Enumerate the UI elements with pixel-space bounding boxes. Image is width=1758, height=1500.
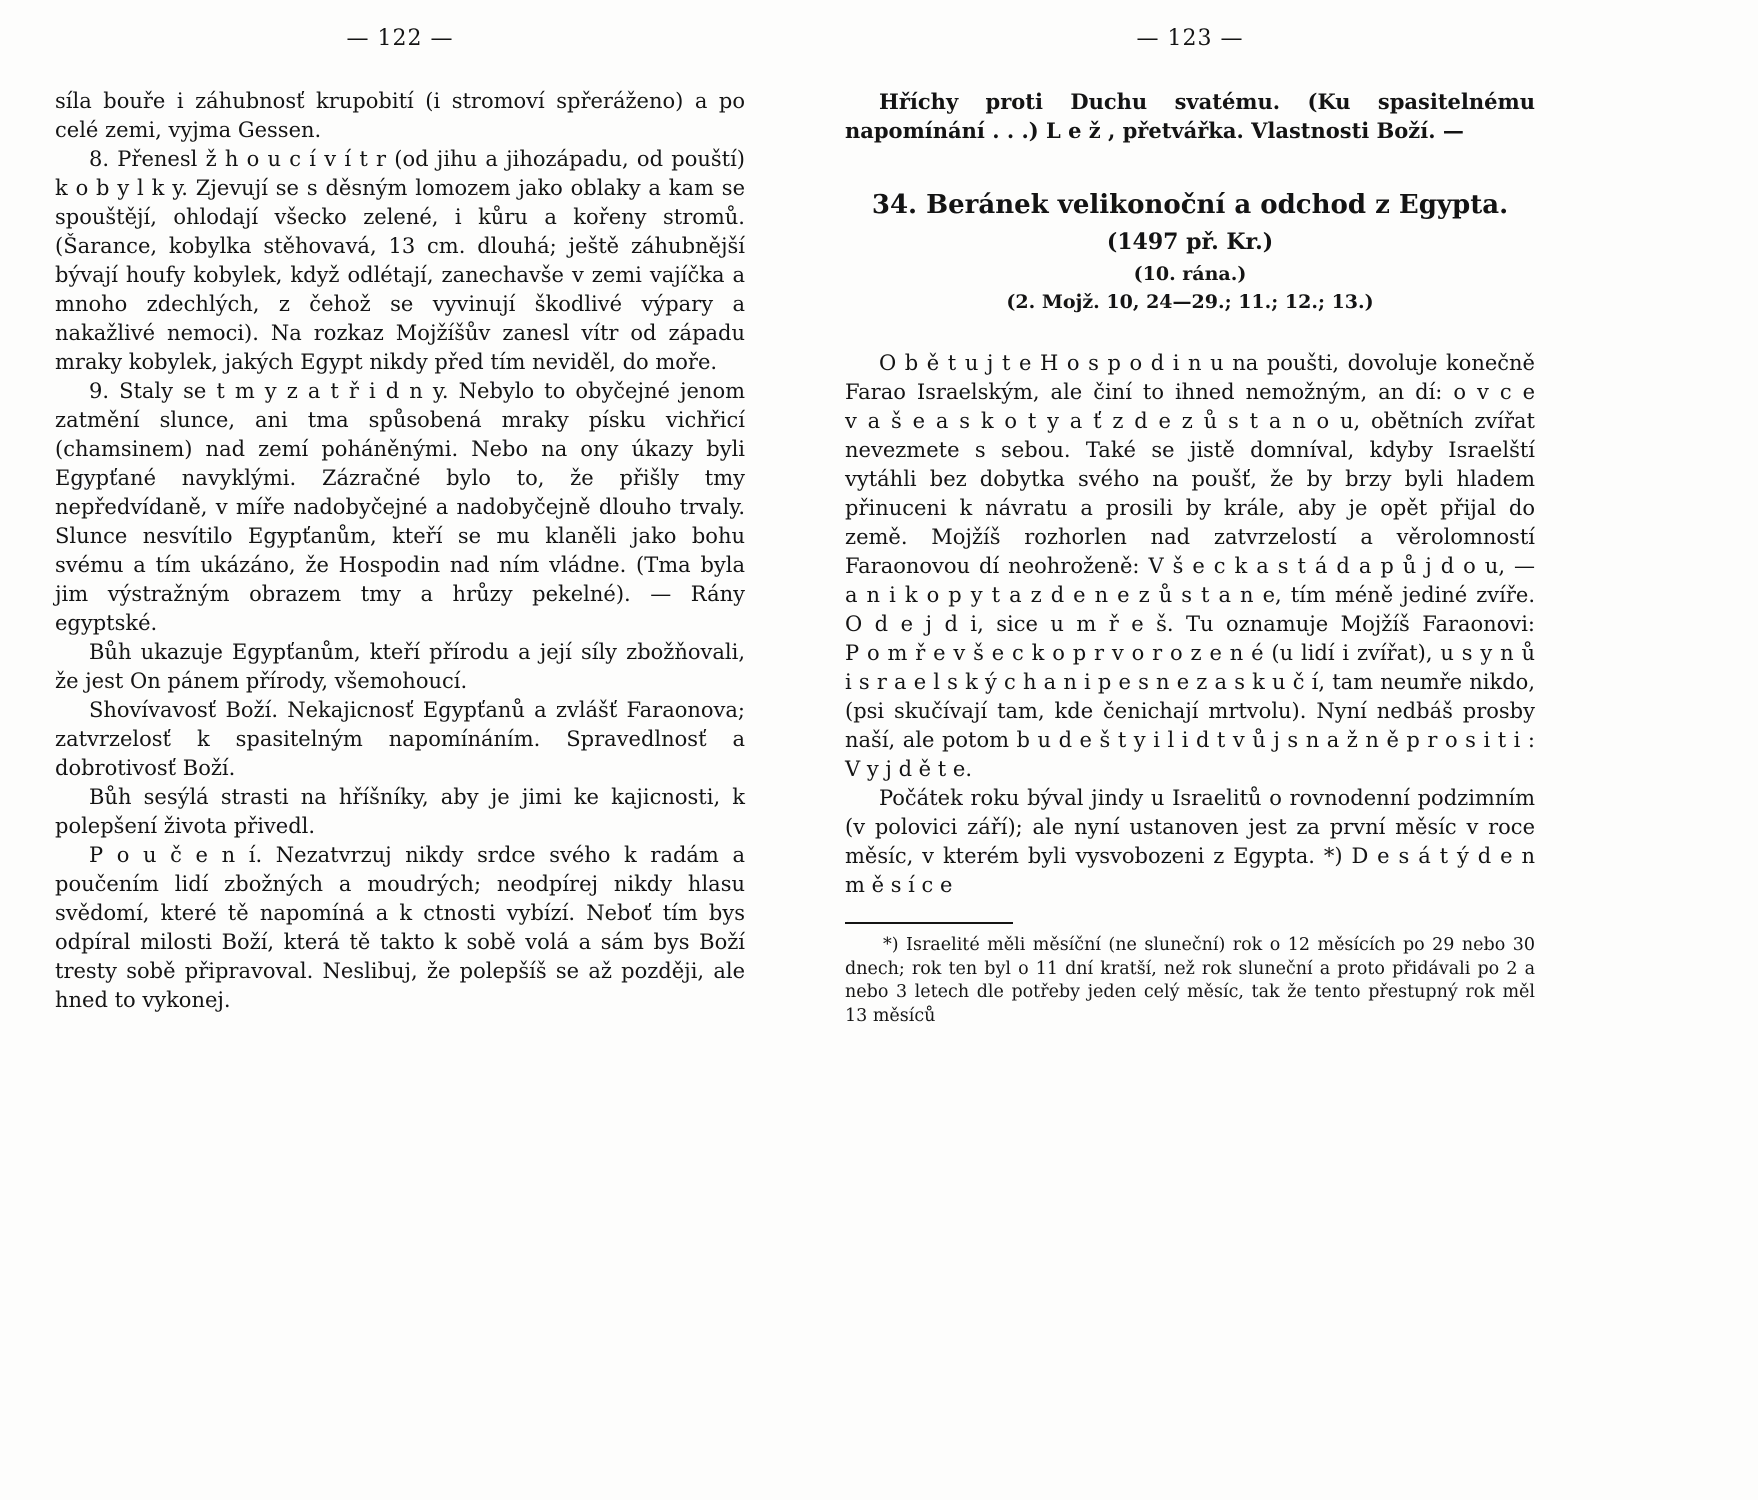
paragraph: O b ě t u j t e H o s p o d i n u na poušti, dovoluje konečně Farao Israelským, ale činí to ihned nemožným, an dí: o v c e v a š e a s k o t y a ť z d e z ů s t a n o u, obětních zvířat nevezmete s sebou. Také se jistě domníval, kdyby Israelští vytáhli bez dobytka svého na poušť, že by brzy byli hladem přinuceni k návratu a prosili by krále, aby je opět přijal do země. Mojžíš rozhorlen nad zatvrzelostí a věrolomností Faraonovou dí neohroženě: V š e c k a s t á d a p ů j d o u, — a n i k o p y t a z d e n e z ů s t a n e, tím méně jediné zvíře. O d e j d i, sice u m ř e š. Tu oznamuje Mojžíš Faraonovi: P o m ř e v š e c k o p r v o r o z e n é (u lidí i zvířat), u s y n ů i s r a e l s k ý c h a n i p e s n e z a s k u č í, tam neumře nikdo, (psi skučívají tam, kde čenichají mrtvolu). Nyní nedbáš prosby naší, ale potom b u d e š t y i l i d t v ů j s n a ž n ě p r o s i t i : V y j d ě t e. — [845, 351, 1535, 781]
footnote-divider — [845, 922, 1013, 924]
paragraph: Bůh ukazuje Egypťanům, kteří přírodu a její síly zbožňovali, že jest On pánem přírody, všemohoucí. — [55, 640, 745, 693]
page-left — [55, 26, 745, 1500]
paragraph: 9. Staly se t m y z a t ř i d n y. Nebylo to obyčejné jenom zatmění slunce, ani tma spůsobená mraky písku vichřicí (chamsinem) nad zemí poháněnými. Nebo na ony úkazy byli Egypťané navyklými. Zázračné bylo to, že přišly tmy nepředvídaně, v míře nadobyčejné a nadobyčejně dlouho trvaly. Slunce nesvítilo Egypťanům, kteří se mu klaněli jako bohu svému a tím ukázáno, že Hospodin nad ním vládne. (Tma byla jim výstražným obrazem tmy a hrůzy pekelné). — Rány egyptské. — [55, 379, 745, 635]
paragraph: Shovívavosť Boží. Nekajicnosť Egypťanů a zvlášť Faraonova; zatvrzelosť k spasitelným napomínáním. Spravedlnosť a dobrotivosť Boží. — [55, 698, 745, 780]
paragraph: Počátek roku býval jindy u Israelitů o rovnodenní podzimním (v polovici září); ale nyní ustanoven jest za první měsíc v roce měsíc, v kterém byli vysvobozeni z Egypta. *) D e s á t ý d e n m ě s í c e — [845, 786, 1535, 897]
page-number-left: — 122 — — [346, 26, 454, 51]
page-right — [845, 26, 1535, 1500]
section-title: 34. Beránek velikonoční a odchod z Egypta. — [871, 190, 1509, 220]
summary-paragraph: Hříchy proti Duchu svatému. (Ku spasitelnému napomínání . . .) L e ž , přetvářka. Vlastnosti Boží. — — [845, 89, 1535, 143]
paragraph: 8. Přenesl ž h o u c í v í t r (od jihu a jihozápadu, od pouští) k o b y l k y. Zjevují se s děsným lomozem jako oblaky a kam se spouštějí, ohlodají všecko zelené, i kůru a kořeny stromů. (Šarance, kobylka stěhovavá, 13 cm. dlouhá; ještě záhubnější bývají houfy kobylek, když odlétají, zanechavše v zemi vajíčka a mnoho zdechlých, z čehož se vyvinují škodlivé výpary a nakažlivé nemoci). Na rozkaz Mojžíšův zanesl vítr od západu mraky kobylek, jakých Egypt nikdy před tím neviděl, do moře. — [55, 147, 745, 374]
footnote: *) Israelité měli měsíční (ne sluneční) rok o 12 měsících po 29 nebo 30 dnech; rok ten byl o 11 dní kratší, než rok sluneční a proto přidávali po 2 a nebo 3 letech dle potřeby jeden celý měsíc, tak že tento přestupný rok měl 13 měsíců — [845, 935, 1535, 1026]
paragraph: P o u č e n í. Nezatvrzuj nikdy srdce svého k radám a poučením lidí zbožných a moudrých; neodpírej nikdy hlasu svědomí, které tě napomíná a k ctnosti vybízí. Neboť tím bys odpíral milosti Boží, která tě takto k sobě volá a sám bys Boží tresty sobě připravoval. Neslibuj, že polepšíš se až později, ale hned to vykonej. — [55, 843, 745, 1012]
section-date: (1497 př. Kr.) — [1106, 229, 1274, 255]
section-bible-reference: (2. Mojž. 10, 24—29.; 11.; 12.; 13.) — [1006, 291, 1374, 313]
section-heading — [845, 189, 1535, 313]
page-number-right: — 123 — — [1136, 26, 1244, 51]
paragraph: síla bouře i záhubnosť krupobití (i stromoví spřeráženo) a po celé zemi, vyjma Gessen. — [55, 89, 745, 142]
section-plague-number: (10. rána.) — [1133, 263, 1247, 285]
paragraph: Bůh sesýlá strasti na hříšníky, aby je jimi ke kajicnosti, k polepšení života přivedl. — [55, 785, 745, 838]
